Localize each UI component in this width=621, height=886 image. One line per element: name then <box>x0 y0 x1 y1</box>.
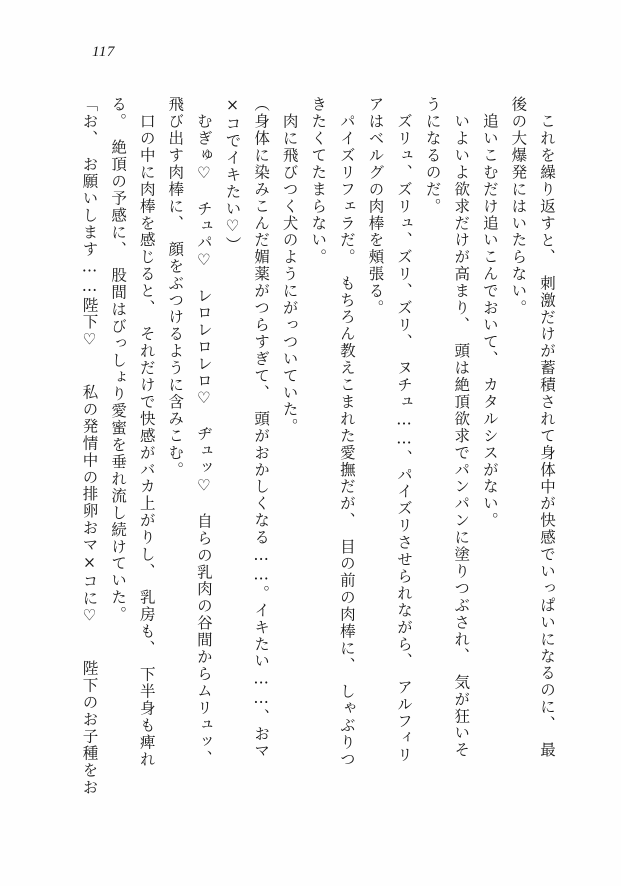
text-line: ズリュ、ズリュ、ズリ、ズリ、 ヌチュ……、パイズリさせられながら、 アルフィリ <box>395 96 414 764</box>
text-line: アはベルグの肉棒を頰張る。 <box>366 96 385 317</box>
text-line: 「お、 お願いします……陛下♡ 私の発情中の排卵おマ×コに♡ 陛下のお子種をお <box>80 96 99 796</box>
text-line: むぎゅ♡ チュパ♡ レロレロレロ♡ ヂュッ♡ 自らの乳肉の谷間からムリュッ、 <box>194 96 213 768</box>
text-line: 追いこむだけ追いこんでおいて、 カタルシスがない。 <box>480 96 499 529</box>
text-line: る。 絶頂の予感に、 股間はびっしょり愛蜜を垂れ流し続けていた。 <box>109 96 128 623</box>
text-line: うになるのだ。 <box>423 96 442 215</box>
text-line: きたくてたまらない。 <box>309 96 328 266</box>
text-line: いよいよ欲求だけが高まり、 頭は絶頂欲求でパンパンに塗りつぶされ、 気が狂いそ <box>452 96 471 759</box>
text-line: パイズリフェラだ。 もちろん教えこまれた愛撫だが、 目の前の肉棒に、 しゃぶりつ <box>337 96 356 768</box>
text-line: 口の中に肉棒を感じると、 それだけで快感がバカ上がりし、 乳房も、 下半身も痺れ <box>137 96 156 768</box>
page-number: 117 <box>92 44 115 60</box>
text-line: 飛び出す肉棒に、 顔をぶつけるように含みこむ。 <box>166 96 185 479</box>
text-line: （身体に染みこんだ媚薬がつらすぎて、 頭がおかしくなる……。イキたい……、おマ <box>252 96 271 760</box>
text-line: ×コでイキたい♡） <box>223 96 242 254</box>
text-line: これを繰り返すと、 刺激だけが蓄積されて身体中が快感でいっぱいになるのに、 最 <box>538 113 556 759</box>
vertical-body-text <box>60 96 561 806</box>
text-line: 後の大爆発にはいたらない。 <box>509 96 528 317</box>
text-line: 肉に飛びつく犬のようにがっついていた。 <box>280 96 299 435</box>
